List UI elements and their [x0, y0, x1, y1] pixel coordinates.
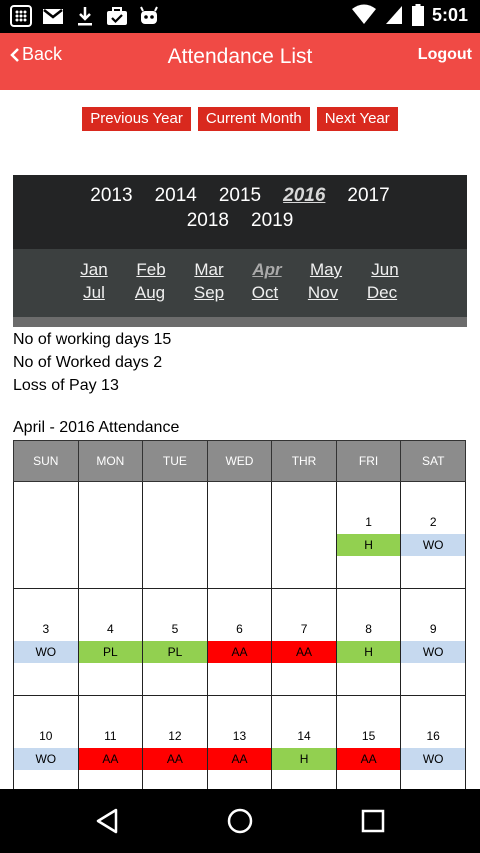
calendar-day-cell[interactable]: [143, 696, 208, 803]
calendar-day-cell[interactable]: [207, 589, 272, 696]
attendance-status-badge: AA: [208, 641, 272, 663]
calendar-body: [14, 482, 466, 803]
calendar-week-row: [14, 482, 466, 589]
year-option[interactable]: 2015: [218, 185, 262, 206]
day-number: 15: [361, 729, 376, 743]
day-number: 9: [429, 622, 437, 636]
day-number: 14: [297, 729, 311, 743]
calendar-day-cell[interactable]: [272, 696, 337, 803]
month-option[interactable]: Aug: [134, 283, 166, 302]
month-option[interactable]: Dec: [366, 283, 398, 302]
attendance-status-badge: AA: [143, 748, 207, 770]
system-nav-bar: [0, 789, 480, 853]
signal-icon: [384, 4, 404, 26]
month-option[interactable]: Jun: [371, 260, 399, 279]
year-row-1: [13, 185, 467, 207]
day-number: 6: [236, 622, 243, 636]
day-number: 5: [171, 622, 179, 636]
calendar-week-row: [14, 589, 466, 696]
status-bar: [0, 0, 480, 33]
year-option[interactable]: 2019: [251, 210, 294, 231]
year-option-selected[interactable]: 2016: [283, 185, 326, 206]
robot-icon: [138, 5, 160, 27]
year-option[interactable]: 2017: [347, 185, 390, 206]
period-navigation: [0, 107, 480, 131]
month-option[interactable]: Oct: [251, 283, 279, 302]
attendance-status-badge: AA: [337, 748, 401, 770]
previous-year-button[interactable]: Previous Year: [82, 107, 191, 131]
weekday-header: TUE: [143, 441, 208, 482]
calendar-day-cell[interactable]: [14, 589, 79, 696]
clock: 5:01: [431, 4, 468, 25]
briefcase-check-icon: [106, 5, 128, 27]
calendar-day-cell[interactable]: [401, 482, 466, 589]
weekday-header: FRI: [336, 441, 401, 482]
day-number: 4: [107, 622, 114, 636]
download-icon: [74, 5, 96, 27]
attendance-calendar: [13, 440, 466, 803]
year-selector: [13, 175, 467, 249]
worked-days-text: No of Worked days 2: [13, 354, 163, 371]
day-number: 11: [104, 729, 117, 743]
calendar-day-cell[interactable]: [336, 482, 401, 589]
month-selector: [13, 249, 467, 317]
day-number: 3: [42, 622, 50, 636]
recents-square-icon[interactable]: [360, 807, 386, 835]
weekday-header: SUN: [14, 441, 79, 482]
day-number: 8: [365, 622, 372, 636]
month-option[interactable]: Nov: [307, 283, 339, 302]
calendar-title: April - 2016 Attendance: [13, 419, 180, 436]
page-title: Attendance List: [167, 45, 313, 68]
calendar-day-cell[interactable]: [207, 696, 272, 803]
day-number: 1: [365, 515, 372, 529]
logout-button[interactable]: Logout: [417, 46, 472, 63]
back-triangle-icon[interactable]: [93, 807, 121, 835]
calendar-week-row: [14, 696, 466, 803]
working-days-text: No of working days 15: [13, 331, 172, 348]
back-label: Back: [22, 44, 63, 64]
weekday-header: THR: [272, 441, 337, 482]
calendar-day-cell: [143, 482, 208, 589]
current-month-button[interactable]: Current Month: [198, 107, 310, 131]
month-option[interactable]: Feb: [136, 260, 166, 279]
month-option[interactable]: Jul: [83, 283, 105, 302]
month-option[interactable]: May: [309, 260, 343, 279]
battery-icon: [412, 4, 424, 26]
month-option[interactable]: Mar: [194, 260, 224, 279]
day-number: 7: [300, 622, 308, 636]
day-number: 13: [232, 729, 247, 743]
calendar-day-cell[interactable]: [143, 589, 208, 696]
attendance-status-badge: PL: [143, 641, 207, 663]
gmail-icon: [42, 5, 64, 27]
attendance-status-badge: WO: [401, 641, 465, 663]
calendar-day-cell[interactable]: [78, 589, 143, 696]
attendance-status-badge: H: [272, 748, 336, 770]
weekday-header: WED: [207, 441, 272, 482]
calendar-day-cell: [78, 482, 143, 589]
attendance-status-badge: WO: [401, 534, 465, 556]
calendar-day-cell[interactable]: [336, 696, 401, 803]
attendance-summary: [13, 328, 171, 397]
weekday-header: SAT: [401, 441, 466, 482]
notification-icons: [10, 5, 160, 27]
home-circle-icon[interactable]: [226, 807, 254, 835]
attendance-status-badge: WO: [14, 641, 78, 663]
system-icons: [352, 4, 468, 26]
date-picker: [13, 175, 467, 327]
weekday-header: MON: [78, 441, 143, 482]
calendar-day-cell: [14, 482, 79, 589]
calendar-day-cell[interactable]: [401, 589, 466, 696]
calendar-day-cell: [272, 482, 337, 589]
attendance-status-badge: PL: [79, 641, 143, 663]
day-number: 10: [39, 729, 53, 743]
year-row-2: [13, 210, 467, 232]
attendance-status-badge: AA: [272, 641, 336, 663]
day-number: 2: [429, 515, 437, 529]
weekday-header-row: [14, 441, 466, 482]
day-number: 12: [168, 729, 182, 743]
calendar-day-cell: [207, 482, 272, 589]
month-option-selected[interactable]: Apr: [252, 260, 282, 279]
wifi-icon: [352, 4, 376, 26]
attendance-status-badge: H: [337, 534, 401, 556]
loss-of-pay-text: Loss of Pay 13: [13, 377, 119, 394]
attendance-status-badge: WO: [401, 748, 465, 770]
next-year-button[interactable]: Next Year: [317, 107, 398, 131]
month-option[interactable]: Sep: [193, 283, 225, 302]
dialpad-icon: [10, 5, 32, 27]
attendance-status-badge: AA: [208, 748, 272, 770]
attendance-status-badge: H: [337, 641, 401, 663]
attendance-status-badge: AA: [79, 748, 143, 770]
year-option[interactable]: 2013: [90, 185, 133, 206]
year-option[interactable]: 2014: [154, 185, 197, 206]
picker-footer: [13, 317, 467, 327]
calendar-day-cell[interactable]: [78, 696, 143, 803]
day-number: 16: [426, 729, 440, 743]
attendance-status-badge: WO: [14, 748, 78, 770]
month-option[interactable]: Jan: [80, 260, 108, 279]
calendar-day-cell[interactable]: [336, 589, 401, 696]
calendar-day-cell[interactable]: [401, 696, 466, 803]
calendar-day-cell[interactable]: [14, 696, 79, 803]
app-header: [0, 33, 480, 90]
year-option[interactable]: 2018: [186, 210, 229, 231]
calendar-day-cell[interactable]: [272, 589, 337, 696]
